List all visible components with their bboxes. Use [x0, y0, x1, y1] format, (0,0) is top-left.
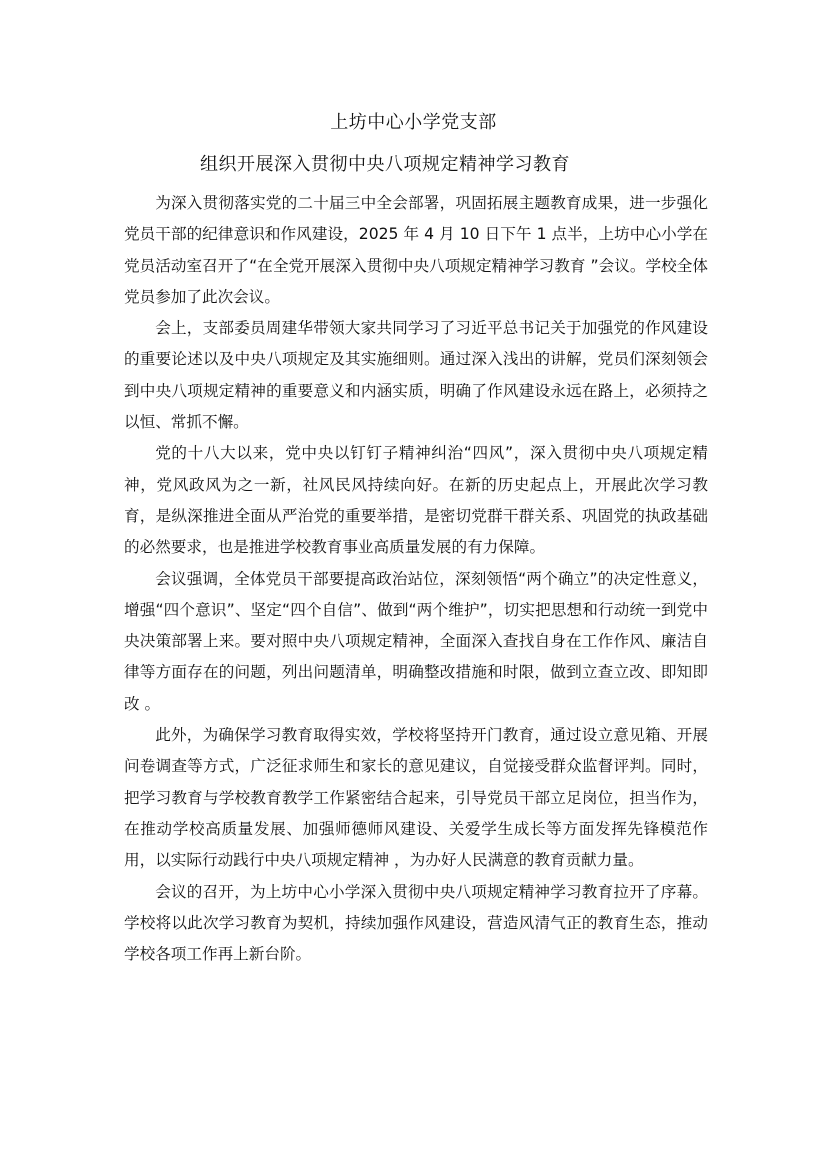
paragraph: 此外，为确保学习教育取得实效，学校将坚持开门教育，通过设立意见箱、开展问卷调查等方式，广泛征求师生和家长的意见建议，自觉接受群众监督评判。同时，把学习教育与学校教育教学工作紧密结合起来，引导党员干部立足岗位，担当作为，在推动学校高质量发展、加强师德师风建设、关爱学生成长等方面发挥先锋模范作用，以实际行动践行中央八项规定精神 ，为办好人民满意的教育贡献力量。 — [124, 726, 708, 870]
paragraph: 会上，支部委员周建华带领大家共同学习了习近平总书记关于加强党的作风建设的重要论述以及中央八项规定及其实施细则。通过深入浅出的讲解，党员们深刻领会到中央八项规定精神的重要意义和内涵实质，明确了作风建设永远在路上，必须持之以恒、常抓不懈。 — [124, 319, 708, 432]
paragraph: 为深入贯彻落实党的二十届三中全会部署，巩固拓展主题教育成果，进一步强化党员干部的纪律意识和作风建设，2025 年 4 月 10 日下午 1 点半，上坊中心小学在党员活动室召开了“在全党开展深入贯彻中央八项规定精神学习教育 ”会议。学校全体党员参加了此次会议。 — [124, 194, 708, 306]
document-title: 上坊中心小学党支部 — [330, 112, 497, 133]
paragraph: 党的十八大以来，党中央以钉钉子精神纠治“四风”，深入贯彻中央八项规定精神，党风政风为之一新，社风民风持续向好。在新的历史起点上，开展此次学习教育，是纵深推进全面从严治党的重要举措，是密切党群干群关系、巩固党的执政基础的必然要求，也是推进学校教育事业高质量发展的有力保障。 — [124, 444, 708, 557]
document-subtitle: 组织开展深入贯彻中央八项规定精神学习教育 — [200, 154, 570, 175]
paragraph: 会议强调，全体党员干部要提高政治站位，深刻领悟“两个确立”的决定性意义，增强“四个意识”、坚定“四个自信”、做到“两个维护”，切实把思想和行动统一到党中央决策部署上来。要对照中央八项规定精神，全面深入查找自身在工作作风、廉洁自律等方面存在的问题，列出问题清单，明确整改措施和时限，做到立查立改、即知即改 。 — [124, 569, 708, 713]
document-body — [124, 188, 708, 970]
paragraph: 会议的召开，为上坊中心小学深入贯彻中央八项规定精神学习教育拉开了序幕。学校将以此次学习教育为契机，持续加强作风建设，营造风清气正的教育生态，推动学校各项工作再上新台阶。 — [124, 882, 708, 964]
